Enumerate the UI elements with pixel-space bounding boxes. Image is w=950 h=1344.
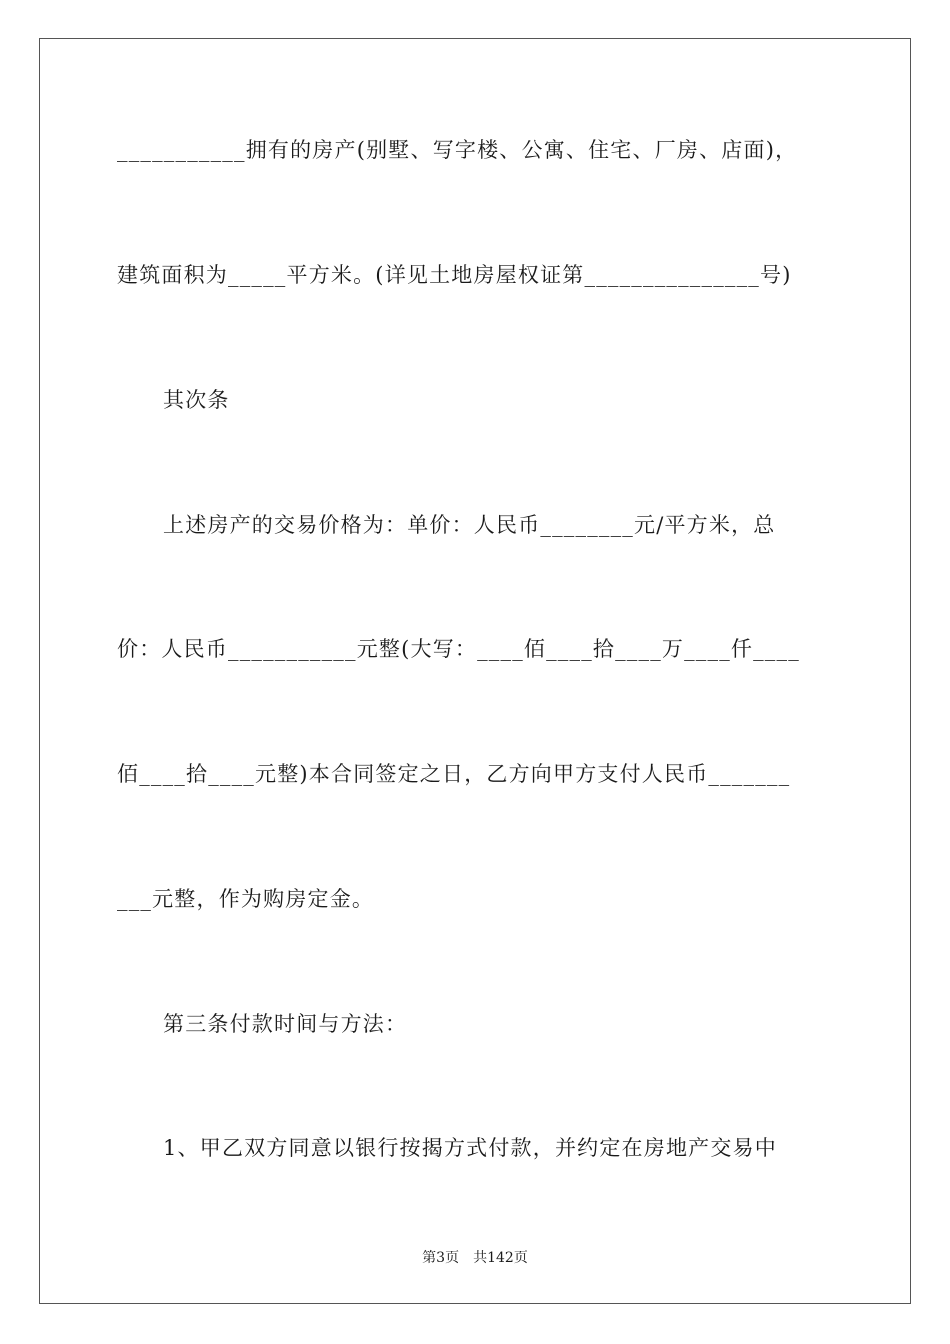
page-border <box>39 38 911 1304</box>
text-line-total-price: 价：人民币___________元整(大写：____佰____拾____万____仟____ <box>117 637 800 661</box>
text-line-deposit: 佰____拾____元整)本合同签定之日，乙方向甲方支付人民币_______ <box>117 762 791 786</box>
page-footer <box>0 1247 950 1267</box>
article-two-heading: 其次条 <box>163 388 230 412</box>
text-line-unit-price: 上述房产的交易价格为：单价：人民币________元/平方米，总 <box>163 513 776 537</box>
article-three-heading: 第三条付款时间与方法： <box>163 1012 408 1036</box>
page-total: 共142页 <box>473 1250 528 1266</box>
text-line-building-area: 建筑面积为_____平方米。(详见土地房屋权证第_______________号) <box>117 263 792 287</box>
text-line-property-owner: ___________拥有的房产(别墅、写字楼、公寓、住宅、厂房、店面)， <box>117 138 798 162</box>
text-line-deposit-purpose: ___元整，作为购房定金。 <box>117 887 375 911</box>
page-number: 第3页 <box>422 1250 460 1266</box>
text-line-payment-clause: 1、甲乙双方同意以银行按揭方式付款，并约定在房地产交易中 <box>163 1136 777 1160</box>
